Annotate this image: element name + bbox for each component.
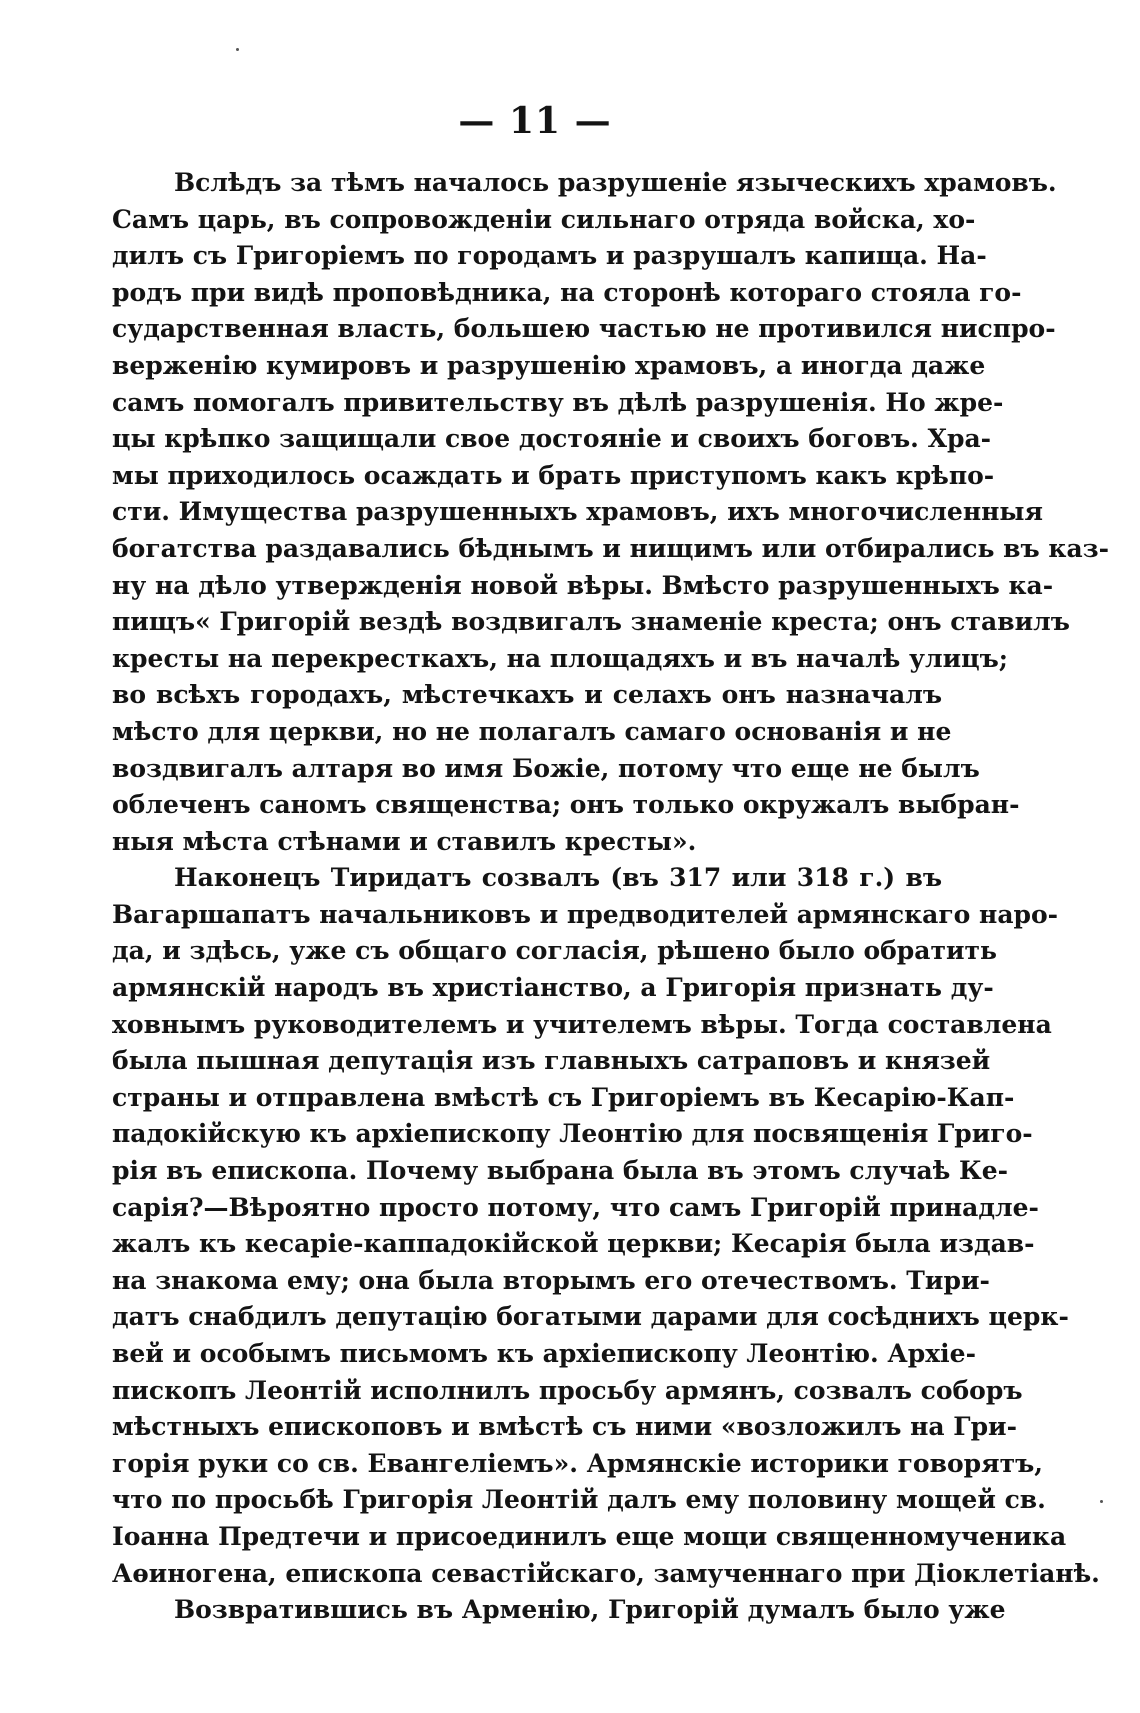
text-line: сарія?—Вѣроятно просто потому, что самъ Григорій принадле- [112,1192,1039,1222]
text-line: верженію кумировъ и разрушенію храмовъ, а иногда даже [112,350,986,380]
text-line: горія руки со св. Евангеліемъ». Армянскіе историки говорятъ, [112,1448,1043,1478]
page-speck [1100,1500,1103,1503]
text-line: пищъ« Григорій вездѣ воздвигалъ знаменіе креста; онъ ставилъ [112,607,1070,637]
text-line: богатства раздавались бѣднымъ и нищимъ или отбирались въ каз- [112,533,1109,563]
text-line: самъ помогалъ привительству въ дѣлѣ разрушенія. Но жре- [112,387,1004,417]
text-line: цы крѣпко защищали свое достояніе и своихъ боговъ. Хра- [112,424,992,454]
text-line: была пышная депутація изъ главныхъ сатраповъ и князей [112,1046,991,1076]
page-number: — 11 — [458,100,612,142]
text-line: Наконецъ Тиридатъ созвалъ (въ 317 или 318 г.) въ [174,863,942,893]
text-line: Іоанна Предтечи и присоединилъ еще мощи священномученика [112,1521,1067,1551]
text-line: дилъ съ Григоріемъ по городамъ и разрушалъ капища. На- [112,241,987,271]
text-line: сти. Имущества разрушенныхъ храмовъ, ихъ многочисленныя [112,497,1043,527]
body-text [112,165,1109,1629]
text-line: ныя мѣста стѣнами и ставилъ кресты». [112,826,697,856]
text-line: сударственная власть, большею частью не противился ниспро- [112,314,1056,344]
text-line: мы приходилось осаждать и брать приступомъ какъ крѣпо- [112,460,995,490]
text-line: Возвратившись въ Арменію, Григорій думалъ было уже [174,1595,1006,1625]
text-line: пископъ Леонтій исполнилъ просьбу армянъ, созвалъ соборъ [112,1375,1023,1405]
text-line: падокійскую къ архіепископу Леонтію для посвященія Григо- [112,1119,1033,1149]
text-line: Аѳиногена, епископа севастійскаго, замученнаго при Діоклетіанѣ. [112,1558,1100,1588]
text-line: ховнымъ руководителемъ и учителемъ вѣры. Тогда составлена [112,1009,1052,1039]
text-line: на знакома ему; она была вторымъ его отечествомъ. Тири- [112,1265,990,1295]
text-line: жалъ къ кесаріе-каппадокійской церкви; Кесарія была издав- [112,1229,1035,1259]
text-line: кресты на перекресткахъ, на площадяхъ и въ началѣ улицъ; [112,643,1009,673]
text-line: страны и отправлена вмѣстѣ съ Григоріемъ въ Кесарію-Кап- [112,1082,1015,1112]
text-line: армянскій народъ въ христіанство, а Григорія признать ду- [112,973,994,1003]
text-line: родъ при видѣ проповѣдника, на сторонѣ котораго стояла го- [112,277,1022,307]
text-line: Вслѣдъ за тѣмъ началось разрушеніе языческихъ храмовъ. [174,168,1057,197]
text-line: вей и особымъ письмомъ къ архіепископу Леонтію. Архіе- [112,1339,976,1368]
text-line: датъ снабдилъ депутацію богатыми дарами для сосѣднихъ церк- [112,1302,1069,1332]
text-line: облеченъ саномъ священства; онъ только окружалъ выбран- [112,790,1020,820]
text-line: во всѣхъ городахъ, мѣстечкахъ и селахъ онъ назначалъ [112,680,942,710]
text-line: воздвигалъ алтаря во имя Божіе, потому что еще не былъ [112,753,980,783]
text-line: мѣстныхъ епископовъ и вмѣстѣ съ ними «возложилъ на Гри- [112,1412,1017,1442]
text-line: Вагаршапатъ начальниковъ и предводителей армянскаго наро- [112,899,1059,929]
text-line: рія въ епископа. Почему выбрана была въ этомъ случаѣ Ке- [112,1156,1009,1186]
page-speck [236,48,239,51]
text-line: ну на дѣло утвержденія новой вѣры. Вмѣсто разрушенныхъ ка- [112,570,1054,600]
text-line: что по просьбѣ Григорія Леонтій далъ ему половину мощей св. [112,1485,1046,1515]
text-line: Самъ царь, въ сопровожденіи сильнаго отряда войска, хо- [112,204,976,234]
text-line: мѣсто для церкви, но не полагалъ самаго основанія и не [112,716,952,746]
text-line: да, и здѣсь, уже съ общаго согласія, рѣшено было обратить [112,936,997,966]
